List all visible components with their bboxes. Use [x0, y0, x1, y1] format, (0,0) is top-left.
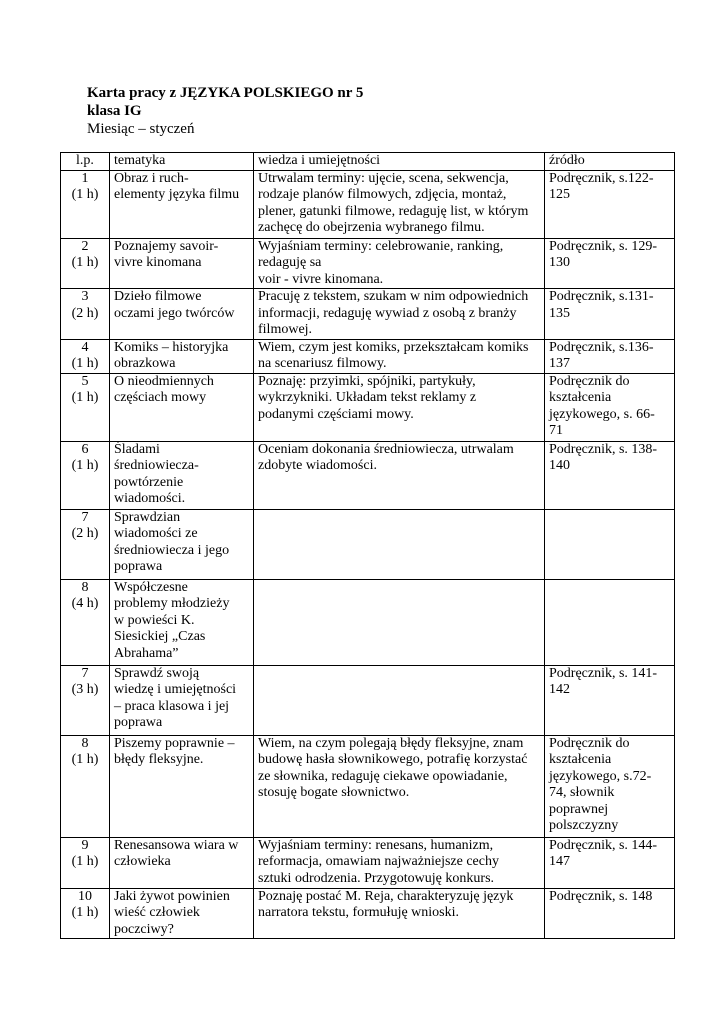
- topic-line: wiadomości ze: [114, 526, 198, 541]
- topic-line: Współczesne: [114, 579, 188, 595]
- row-hours: (1 h): [71, 752, 99, 767]
- table-body: [61, 170, 675, 939]
- source-line: poprawnej: [549, 801, 609, 817]
- topic-line: Śladami: [114, 441, 160, 457]
- row-hours: (2 h): [71, 526, 99, 541]
- source-line: kształcenia: [549, 752, 612, 767]
- table-row: [61, 289, 675, 340]
- cell-skills: [254, 579, 545, 665]
- table-row: [61, 888, 675, 939]
- cell-lp: [61, 579, 110, 665]
- row-number: 6: [81, 441, 89, 457]
- table-row: [61, 373, 675, 441]
- source-line: Podręcznik, s. 148: [549, 888, 653, 904]
- cell-source: [545, 441, 675, 509]
- table-row: [61, 579, 675, 665]
- topic-line: poprawa: [114, 715, 163, 730]
- skills-line: redaguję sa: [258, 255, 322, 270]
- row-number: 8: [81, 579, 89, 595]
- topic-line: Sprawdzian: [114, 509, 181, 525]
- source-line: językowego, s.72-: [549, 768, 652, 784]
- cell-skills: [254, 289, 545, 340]
- source-line: Podręcznik do: [549, 735, 630, 751]
- row-number: 2: [81, 238, 89, 254]
- row-hours: (1 h): [71, 356, 99, 371]
- row-hours: (3 h): [71, 682, 99, 697]
- row-hours: (1 h): [71, 187, 99, 202]
- source-line: językowego, s. 66-: [549, 406, 655, 422]
- skills-line: sztuki odrodzenia. Przygotowuję konkurs.: [258, 870, 495, 886]
- topic-line: Sprawdź swoją: [114, 665, 200, 681]
- topic-line: obrazkowa: [114, 356, 176, 371]
- column-header-source: źródło: [545, 153, 675, 171]
- source-line: Podręcznik, s.122-: [549, 170, 654, 186]
- skills-line: Poznaję: przyimki, spójniki, partykuły,: [258, 373, 476, 389]
- cell-lp: [61, 837, 110, 888]
- table-row: [61, 170, 675, 238]
- source-line: 135: [549, 305, 570, 321]
- topic-line: Dzieło filmowe: [114, 289, 202, 304]
- topic-line: Poznajemy savoir-: [114, 238, 219, 254]
- cell-topic: [110, 665, 254, 735]
- topic-line: Renesansowa wiara w: [114, 837, 239, 853]
- source-line: 125: [549, 187, 570, 202]
- source-line: 71: [549, 423, 563, 438]
- source-line: Podręcznik, s. 138-: [549, 441, 658, 457]
- row-number: 4: [81, 339, 89, 355]
- cell-topic: [110, 339, 254, 373]
- row-hours: (1 h): [71, 458, 99, 473]
- document-title: Karta pracy z JĘZYKA POLSKIEGO nr 5: [87, 85, 364, 101]
- topic-line: średniowiecza-: [114, 458, 199, 473]
- cell-source: [545, 579, 675, 665]
- topic-line: poprawa: [114, 559, 163, 574]
- cell-source: [545, 238, 675, 289]
- table-row: [61, 665, 675, 735]
- topic-line: Piszemy poprawnie –: [114, 735, 235, 751]
- skills-line: rodzaje planów filmowych, zdjęcia, montaż,: [258, 187, 507, 202]
- topic-line: wiadomości.: [114, 491, 186, 506]
- topic-line: vivre kinomana: [114, 255, 202, 270]
- topic-line: problemy młodzieży: [114, 596, 230, 611]
- skills-line: Wiem, na czym polegają błędy fleksyjne, znam: [258, 735, 524, 751]
- column-header-lp: l.p.: [61, 153, 110, 171]
- topic-line: O nieodmiennych: [114, 373, 214, 389]
- row-hours: (1 h): [71, 390, 99, 405]
- document-header: [87, 84, 363, 138]
- cell-source: [545, 837, 675, 888]
- topic-line: poczciwy?: [114, 921, 174, 937]
- class-label: klasa IG: [87, 103, 142, 119]
- cell-skills: [254, 373, 545, 441]
- cell-topic: [110, 509, 254, 579]
- work-plan-table: [60, 152, 675, 939]
- skills-line: ze słownika, redaguję ciekawe opowiadanie,: [258, 768, 508, 784]
- cell-source: [545, 339, 675, 373]
- row-hours: (1 h): [71, 905, 99, 920]
- source-line: 137: [549, 356, 570, 371]
- skills-line: reformacja, omawiam najważniejsze cechy: [258, 854, 499, 869]
- row-hours: (2 h): [71, 305, 99, 321]
- cell-lp: [61, 289, 110, 340]
- cell-skills: [254, 170, 545, 238]
- cell-source: [545, 509, 675, 579]
- cell-topic: [110, 579, 254, 665]
- table-row: [61, 837, 675, 888]
- skills-line: stosuję bogate słownictwo.: [258, 785, 410, 800]
- skills-line: zdobyte wiadomości.: [258, 458, 377, 473]
- skills-line: informacji, redaguję wywiad z osobą z branży: [258, 305, 517, 321]
- skills-line: plener, gatunki filmowe, redaguję list, w którym: [258, 203, 529, 219]
- skills-line: podanymi częściami mowy.: [258, 406, 414, 422]
- cell-lp: [61, 509, 110, 579]
- topic-line: – praca klasowa i jej: [114, 698, 230, 714]
- cell-source: [545, 665, 675, 735]
- cell-topic: [110, 837, 254, 888]
- row-hours: (1 h): [71, 255, 99, 270]
- skills-line: Oceniam dokonania średniowiecza, utrwalam: [258, 441, 514, 457]
- cell-topic: [110, 170, 254, 238]
- skills-line: filmowej.: [258, 322, 313, 337]
- cell-skills: [254, 837, 545, 888]
- topic-line: powtórzenie: [114, 474, 184, 490]
- cell-source: [545, 373, 675, 441]
- topic-line: Abrahama”: [114, 645, 179, 661]
- skills-line: Poznaję postać M. Reja, charakteryzuję język: [258, 888, 514, 904]
- topic-line: błędy fleksyjne.: [114, 752, 204, 767]
- topic-line: Komiks – historyjka: [114, 339, 229, 355]
- source-line: Podręcznik, s. 141-: [549, 665, 658, 681]
- source-line: kształcenia: [549, 390, 612, 405]
- row-number: 7: [81, 509, 89, 525]
- skills-line: Pracuję z tekstem, szukam w nim odpowiednich: [258, 289, 529, 304]
- topic-line: częściach mowy: [114, 390, 207, 405]
- cell-skills: [254, 665, 545, 735]
- topic-line: oczami jego twórców: [114, 305, 235, 321]
- cell-topic: [110, 888, 254, 939]
- cell-lp: [61, 735, 110, 837]
- cell-lp: [61, 339, 110, 373]
- row-number: 3: [81, 289, 89, 304]
- row-number: 5: [81, 373, 89, 389]
- row-number: 9: [81, 837, 89, 853]
- skills-line: voir - vivre kinomana.: [258, 271, 384, 287]
- topic-line: wiedzę i umiejętności: [114, 682, 237, 697]
- cell-skills: [254, 735, 545, 837]
- cell-source: [545, 888, 675, 939]
- topic-line: średniowiecza i jego: [114, 542, 230, 558]
- cell-lp: [61, 238, 110, 289]
- topic-line: człowieka: [114, 854, 171, 869]
- row-hours: (1 h): [71, 854, 99, 869]
- skills-line: budowę hasła słownikowego, potrafię korzystać: [258, 752, 528, 767]
- source-line: 142: [549, 682, 570, 697]
- skills-line: Wyjaśniam terminy: celebrowanie, ranking,: [258, 238, 504, 254]
- cell-skills: [254, 888, 545, 939]
- cell-topic: [110, 238, 254, 289]
- month-label: Miesiąc – styczeń: [87, 121, 195, 137]
- cell-topic: [110, 735, 254, 837]
- skills-line: Wiem, czym jest komiks, przekształcam komiks: [258, 339, 529, 355]
- source-line: Podręcznik do: [549, 373, 630, 389]
- skills-line: na scenariusz filmowy.: [258, 356, 387, 371]
- skills-line: wykrzykniki. Układam tekst reklamy z: [258, 390, 477, 405]
- source-line: Podręcznik, s.131-: [549, 289, 654, 304]
- row-number: 8: [81, 735, 89, 751]
- cell-lp: [61, 170, 110, 238]
- topic-line: Siesickiej „Czas: [114, 629, 206, 644]
- column-header-skills: wiedza i umiejętności: [254, 153, 545, 171]
- topic-line: w powieści K.: [114, 612, 195, 628]
- skills-line: Wyjaśniam terminy: renesans, humanizm,: [258, 837, 494, 853]
- cell-skills: [254, 509, 545, 579]
- table-row: [61, 238, 675, 289]
- source-line: 147: [549, 854, 570, 869]
- cell-topic: [110, 373, 254, 441]
- source-line: 130: [549, 255, 570, 270]
- topic-line: Jaki żywot powinien: [114, 888, 230, 904]
- cell-source: [545, 170, 675, 238]
- topic-line: elementy języka filmu: [114, 187, 240, 202]
- source-line: 74, słownik: [549, 785, 615, 800]
- source-line: Podręcznik, s. 129-: [549, 238, 658, 254]
- table-row: [61, 339, 675, 373]
- skills-line: narratora tekstu, formułuję wnioski.: [258, 905, 460, 920]
- cell-source: [545, 289, 675, 340]
- table-row: [61, 441, 675, 509]
- cell-topic: [110, 289, 254, 340]
- table-row: [61, 735, 675, 837]
- topic-line: wieść człowiek: [114, 905, 200, 920]
- skills-line: zachęcę do obejrzenia wybranego filmu.: [258, 220, 485, 235]
- cell-skills: [254, 339, 545, 373]
- cell-lp: [61, 441, 110, 509]
- cell-lp: [61, 373, 110, 441]
- row-hours: (4 h): [71, 596, 99, 611]
- source-line: Podręcznik, s.136-: [549, 339, 654, 355]
- topic-line: Obraz i ruch-: [114, 170, 189, 186]
- cell-skills: [254, 238, 545, 289]
- cell-topic: [110, 441, 254, 509]
- row-number: 1: [81, 170, 89, 186]
- table-header-row: [61, 153, 675, 171]
- column-header-topic: tematyka: [110, 153, 254, 171]
- cell-lp: [61, 665, 110, 735]
- source-line: polszczyzny: [549, 818, 619, 833]
- source-line: Podręcznik, s. 144-: [549, 837, 658, 853]
- source-line: 140: [549, 458, 570, 473]
- cell-skills: [254, 441, 545, 509]
- cell-source: [545, 735, 675, 837]
- row-number: 10: [78, 888, 92, 904]
- row-number: 7: [81, 665, 89, 681]
- cell-lp: [61, 888, 110, 939]
- skills-line: Utrwalam terminy: ujęcie, scena, sekwencja,: [258, 170, 509, 186]
- table-row: [61, 509, 675, 579]
